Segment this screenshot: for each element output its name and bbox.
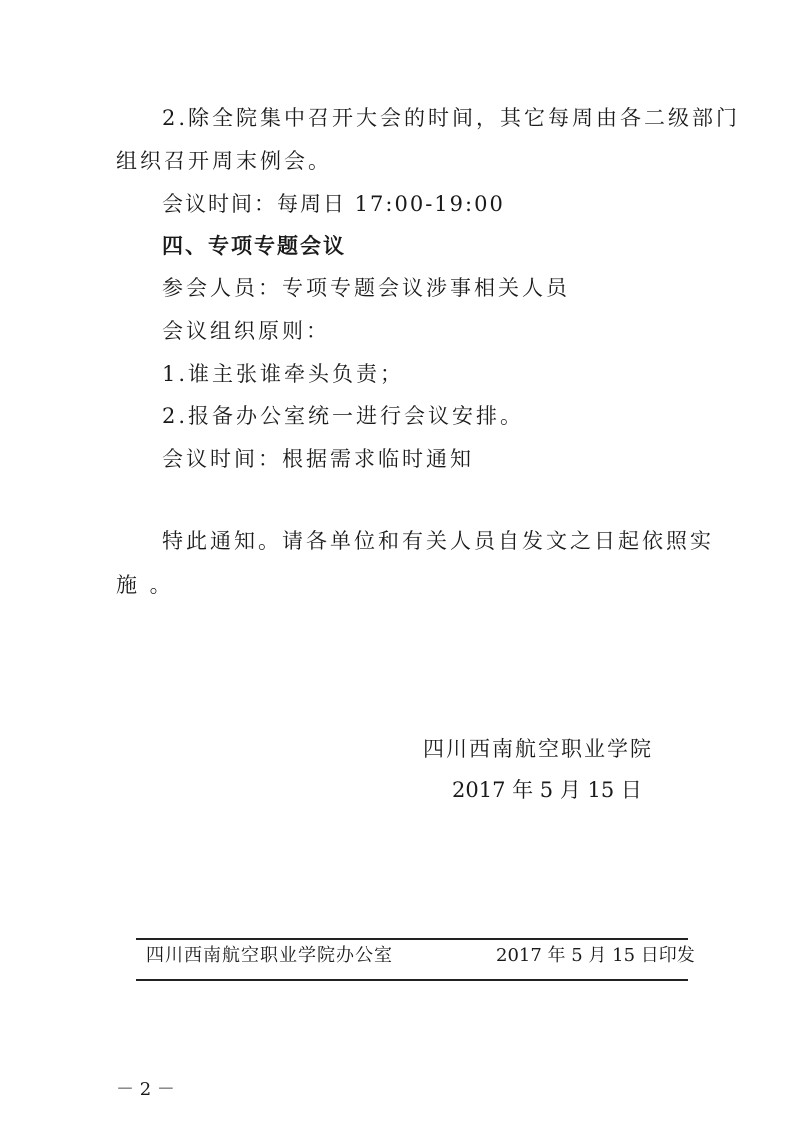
paragraph-weekly-meeting-line2: 组织召开周末例会。 [116, 149, 332, 173]
principle-item-2: 2.报备办公室统一进行会议安排。 [162, 404, 525, 428]
principle-item-1: 1.谁主张谁牵头负责； [162, 362, 405, 386]
footer-issuer: 四川西南航空职业学院办公室 [146, 945, 393, 966]
paragraph-attendees: 参会人员：专项专题会议涉事相关人员 [162, 276, 570, 300]
section-heading-special-meetings: 四、专项专题会议 [162, 234, 346, 258]
closing-line2: 施 。 [116, 573, 174, 597]
paragraph-weekly-meeting-time: 会议时间：每周日 17:00-19:00 [162, 192, 505, 216]
closing-line1: 特此通知。请各单位和有关人员自发文之日起依照实 [162, 529, 714, 553]
paragraph-special-meeting-time: 会议时间：根据需求临时通知 [162, 447, 474, 471]
footer-issue-date: 2017 年 5 月 15 日印发 [496, 945, 695, 966]
footer-top-rule [136, 938, 688, 940]
paragraph-weekly-meeting-line1: 2.除全院集中召开大会的时间，其它每周由各二级部门 [162, 106, 741, 130]
paragraph-principles-label: 会议组织原则： [162, 319, 330, 343]
footer-bottom-rule [136, 979, 688, 981]
signature-date: 2017 年 5 月 15 日 [452, 778, 642, 802]
signature-organization: 四川西南航空职业学院 [423, 737, 653, 761]
page-number: － 2 － [116, 1079, 175, 1100]
